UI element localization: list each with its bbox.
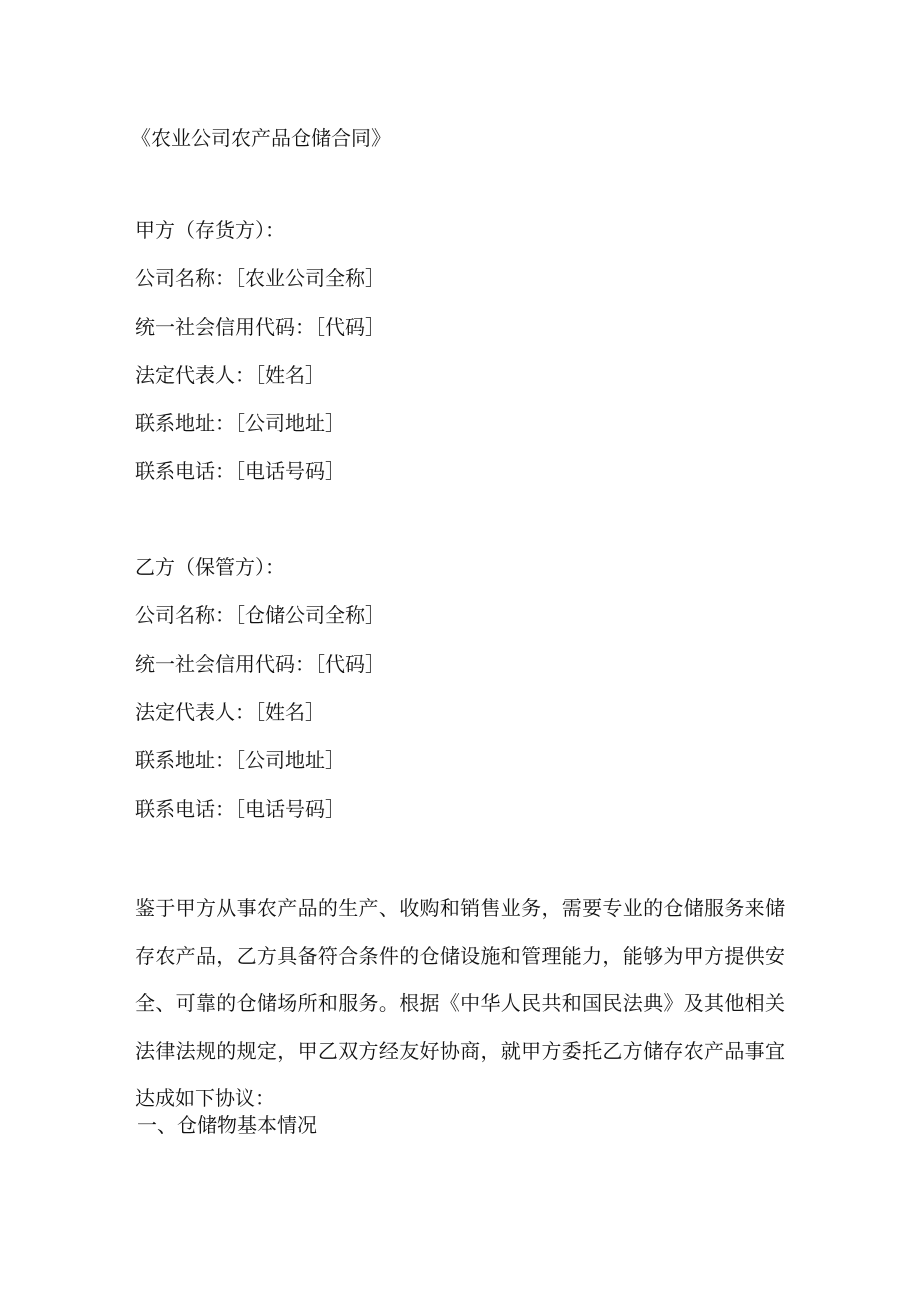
preamble-paragraph: 鉴于甲方从事农产品的生产、收购和销售业务，需要专业的仓储服务来储存农产品，乙方具备符合条件的仓储设施和管理能力，能够为甲方提供安全、可靠的仓储场所和服务。根据《中华人民共和国民法典》及其他相关法律法规的规定，甲乙双方经友好协商，就甲方委托乙方储存农产品事宜达成如下协议： — [135, 896, 785, 1110]
party-b-address: 联系地址：［公司地址］ — [135, 748, 345, 772]
party-a-heading: 甲方（存货方）： — [135, 218, 285, 242]
party-a-company-name: 公司名称：［农业公司全称］ — [135, 266, 385, 290]
contract-title: 《农业公司农产品仓储合同》 — [131, 126, 391, 150]
party-a-phone: 联系电话：［电话号码］ — [135, 459, 345, 483]
party-b-company-name: 公司名称：［仓储公司全称］ — [135, 603, 385, 627]
party-a-credit-code: 统一社会信用代码：［代码］ — [135, 315, 385, 339]
section-heading-1: 一、仓储物基本情况 — [137, 1113, 317, 1137]
party-b-legal-rep: 法定代表人：［姓名］ — [135, 700, 325, 724]
party-a-legal-rep: 法定代表人：［姓名］ — [135, 363, 325, 387]
party-a-address: 联系地址：［公司地址］ — [135, 411, 345, 435]
party-b-credit-code: 统一社会信用代码：［代码］ — [135, 652, 385, 676]
party-b-phone: 联系电话：［电话号码］ — [135, 797, 345, 821]
party-b-heading: 乙方（保管方）： — [135, 555, 285, 579]
